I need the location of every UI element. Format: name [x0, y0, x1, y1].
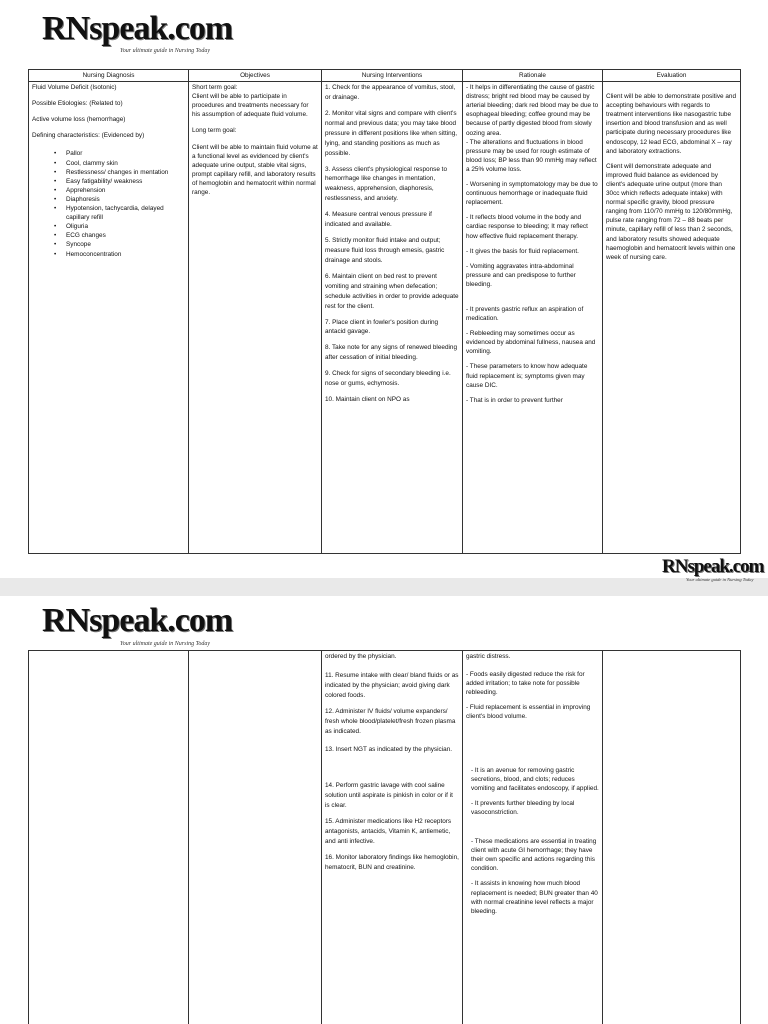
list-item: • Hypotension, tachycardia, delayed capillary refill: [54, 204, 185, 222]
rationale-item: - It is an avenue for removing gastric secretions, blood, and clots; reduces vomiting and facilitates endoscopy, if applied.: [471, 766, 599, 792]
header-evaluation: Evaluation: [603, 70, 741, 82]
short-term-text: Client will be able to participate in procedures and treatments necessary for his assumption of adequate fluid volume.: [192, 93, 309, 119]
short-term-label: Short term goal:: [192, 84, 238, 92]
intervention-item: 12. Administer IV fluids/ volume expanders/ fresh whole blood/platelet/fresh frozen plasma as indicated.: [325, 707, 456, 735]
rationale-item: - It prevents further bleeding by local vasoconstriction.: [471, 799, 575, 816]
list-item: • Pallor: [54, 149, 185, 158]
header-nursing-diagnosis: Nursing Diagnosis: [29, 70, 189, 82]
objectives-cell: [189, 651, 322, 1024]
intervention-item: 13. Insert NGT as indicated by the physician.: [325, 746, 453, 754]
list-item: • Cool, clammy skin: [54, 159, 185, 168]
rationale-item: gastric distress.: [466, 653, 511, 660]
intervention-item: 9. Check for signs of secondary bleeding i.e. nose or gums, echymosis.: [325, 370, 451, 388]
diagnosis-cell: [29, 82, 189, 554]
rationale-item: - Vomiting aggravates intra-abdominal pressure and can predispose to further bleeding.: [466, 262, 576, 288]
rationale-item: - It gives the basis for fluid replacement.: [466, 247, 579, 255]
rationale-item: - It helps in differentiating the cause of gastric distress; bright red blood may be caused by arterial bleeding; dark red blood may be due to esophageal bleeding; coffee ground may be because of partly digested blood from slowly oozing area.: [466, 84, 599, 137]
care-plan-table: [28, 69, 741, 554]
logo-tagline: Your ultimate guide in Nursing Today: [120, 641, 211, 647]
table-row: [29, 82, 741, 554]
rationale-item: - It prevents gastric reflux an aspiration of medication.: [466, 305, 584, 323]
evaluation-item: Client will be able to demonstrate positive and accepting behaviours with regards to treatment interventions like nasogastric tube insertion and blood transfusion and as well participate during necessary procedures like endoscopy, 12 lead ECG, abdominal X – ray and laboratory extractions.: [606, 93, 737, 155]
list-item: • Oliguria: [54, 222, 185, 231]
document-page-2: [0, 596, 768, 1024]
defining-label: Defining characteristics: (Evidenced by): [32, 132, 145, 140]
intervention-item: 6. Maintain client on bed rest to prevent vomiting and straining when defecation; schedule activities in order to provide adequate rest for the client.: [325, 272, 459, 310]
list-item: • ECG changes: [54, 231, 185, 240]
rationale-item: - The alterations and fluctuations in blood pressure may be used for rough estimate of blood loss; BP less than 90 mmHg may reflect a 25% volume loss.: [466, 138, 597, 173]
logo-tagline: Your ultimate guide in Nursing Today: [120, 48, 211, 54]
rationale-cell: [463, 651, 603, 1024]
intervention-item: 7. Place client in fowler's position during antacid gavage.: [325, 318, 439, 336]
intervention-item: 5. Strictly monitor fluid intake and output; measure fluid loss through emesis, gastric drainage and stools.: [325, 237, 445, 264]
diagnosis-cell: [29, 651, 189, 1024]
rationale-item: - Rebleeding may sometimes occur as evidenced by abdominal fullness, nausea and vomiting.: [466, 330, 596, 356]
table-header-row: [29, 70, 741, 82]
header-rationale: Rationale: [463, 70, 603, 82]
etiologies-label: Possible Etiologies: (Related to): [32, 100, 123, 108]
long-term-label: Long term goal:: [192, 127, 237, 135]
intervention-item: 8. Take note for any signs of renewed bleeding after cessation of initial bleeding.: [325, 344, 458, 362]
long-term-text: Client will be able to maintain fluid volume at a functional level as evidenced by client's adequate urine output, stable vital signs, prompt capillary refill, and laboratory results of hemoglobin and hematocrit within normal range.: [192, 143, 318, 197]
rnspeak-logo[interactable]: RNspeak.com: [42, 10, 233, 47]
rationale-item: - It reflects blood volume in the body and cardiac response to bleeding; It may reflect how effective fluid replacement therapy.: [466, 214, 588, 240]
rationale-item: - Fluid replacement is essential in improving client's blood volume.: [466, 704, 591, 721]
rationale-item: - These medications are essential in treating client with acute GI hemorrhage; they have their own specific and actions regarding this condition.: [471, 838, 597, 873]
evaluation-item: Client will demonstrate adequate and improved fluid balance as evidenced by client's adequate urine output (more than 30cc which reflects adequate intake) with normal specific gravity, blood pressure ranging from 110/70 mmHg to 120/80mmHg, pulse rate ranging from 72 – 88 beats per minute, capillary refill of less than 2 seconds, and laboratory results showed adequate haemoglobin and hematocrit levels within one week of nursing care.: [606, 162, 736, 261]
intervention-item: 1. Check for the appearance of vomitus, stool, or drainage.: [325, 84, 456, 102]
characteristics-list: [54, 149, 185, 258]
intervention-item: 14. Perform gastric lavage with cool saline solution until aspirate is pinkish in color or if it is clear.: [325, 782, 453, 810]
intervention-item: 16. Monitor laboratory findings like hemoglobin, hematocrit, BUN and creatinine.: [325, 853, 459, 871]
intervention-item: 2. Monitor vital signs and compare with client's normal and previous data; you may take blood pressure in different positions like when sitting, lying, and standing positions as much as possible.: [325, 109, 458, 157]
list-item: • Restlessness/ changes in mentation: [54, 168, 185, 177]
intervention-item: 3. Assess client's physiological response to hemorrhage like changes in mentation, weakness, apprehension, diaphoresis, restlessness, and anxiety.: [325, 165, 447, 203]
rnspeak-footer-logo[interactable]: RNspeak.com: [662, 556, 764, 577]
diagnosis-title: Fluid Volume Deficit (Isotonic): [32, 84, 117, 92]
rationale-item: - It assists in knowing how much blood replacement is needed; BUN greater than 40 with normal creatinine level reflects a major bleeding.: [471, 880, 598, 915]
care-plan-table-continued: [28, 650, 741, 1024]
header-objectives: Objectives: [189, 70, 322, 82]
rationale-cell: [463, 82, 603, 554]
rationale-item: - Worsening in symptomatology may be due to continuous hemorrhage or inadequate fluid replacement.: [466, 181, 598, 207]
footer-tagline: Your ultimate guide in Nursing Today: [686, 577, 754, 582]
interventions-cell: [322, 651, 463, 1024]
evaluation-cell: [603, 651, 741, 1024]
intervention-item: 4. Measure central venous pressure if indicated and available.: [325, 211, 432, 229]
rationale-item: - Foods easily digested reduce the risk for added irritation; to take note for possible rebleeding.: [466, 671, 585, 697]
intervention-item: 10. Maintain client on NPO as: [325, 396, 410, 404]
objectives-cell: [189, 82, 322, 554]
interventions-cell: [322, 82, 463, 554]
list-item: • Diaphoresis: [54, 195, 185, 204]
rationale-item: - That is in order to prevent further: [466, 396, 563, 404]
intervention-item: 11. Resume intake with clear/ bland fluids or as indicated by the physician; avoid giving dark colored foods.: [325, 671, 459, 699]
list-item: • Easy fatigability/ weakness: [54, 177, 185, 186]
evaluation-cell: [603, 82, 741, 554]
rationale-item: - These parameters to know how adequate fluid replacement is; symptoms given may cause DIC.: [466, 363, 588, 389]
rnspeak-logo[interactable]: RNspeak.com: [42, 602, 233, 639]
list-item: • Apprehension: [54, 186, 185, 195]
list-item: • Hemoconcentration: [54, 250, 185, 259]
intervention-item: 15. Administer medications like H2 receptors antagonists, antacids, Vitamin K, antiemetic, and anti infective.: [325, 818, 452, 845]
active-loss-text: Active volume loss (hemorrhage): [32, 116, 126, 124]
list-item: • Syncope: [54, 240, 185, 249]
header-nursing-interventions: Nursing Interventions: [322, 70, 463, 82]
intervention-item: ordered by the physician.: [325, 653, 397, 660]
table-row: [29, 651, 741, 1024]
